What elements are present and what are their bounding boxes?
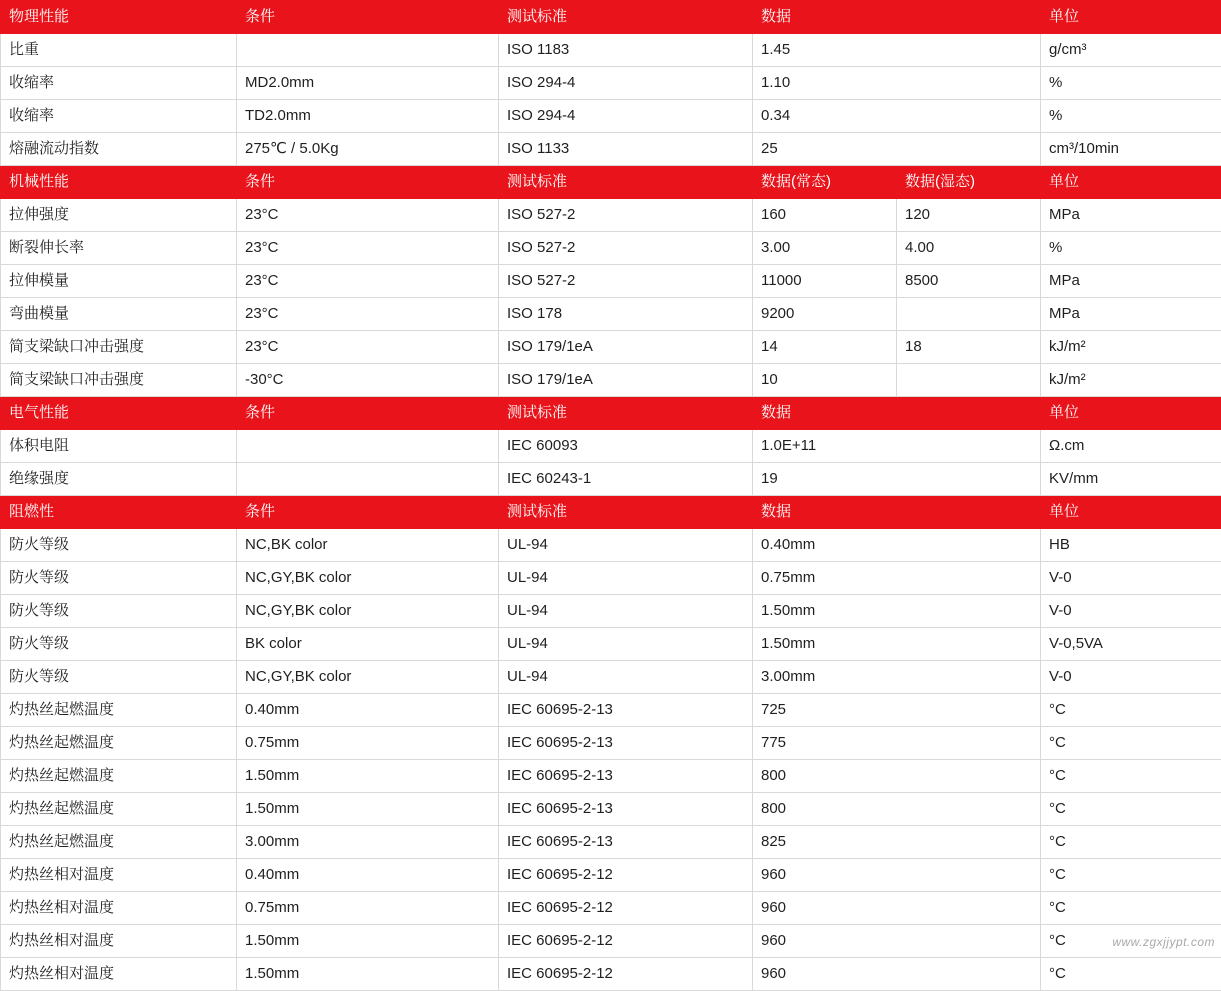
table-cell: 0.75mm bbox=[753, 562, 1041, 595]
table-cell: Ω.cm bbox=[1041, 430, 1221, 463]
table-cell: IEC 60695-2-13 bbox=[499, 760, 753, 793]
table-cell: 0.34 bbox=[753, 100, 1041, 133]
table-row bbox=[1, 265, 1221, 298]
table-row bbox=[1, 694, 1221, 727]
table-row bbox=[1, 298, 1221, 331]
table-cell: IEC 60243-1 bbox=[499, 463, 753, 496]
table-cell: IEC 60695-2-13 bbox=[499, 694, 753, 727]
section-header-cell: 电气性能 bbox=[1, 397, 237, 430]
table-cell: 725 bbox=[753, 694, 1041, 727]
section-header-cell: 单位 bbox=[1041, 166, 1221, 199]
table-cell: 1.0E+11 bbox=[753, 430, 1041, 463]
table-cell: NC,GY,BK color bbox=[237, 595, 499, 628]
section-header-cell: 单位 bbox=[1041, 1, 1221, 34]
table-row bbox=[1, 430, 1221, 463]
table-cell: 简支梁缺口冲击强度 bbox=[1, 364, 237, 397]
table-cell: 1.50mm bbox=[753, 595, 1041, 628]
table-cell: ISO 178 bbox=[499, 298, 753, 331]
table-cell: 275℃ / 5.0Kg bbox=[237, 133, 499, 166]
table-cell: MPa bbox=[1041, 265, 1221, 298]
table-cell: HB bbox=[1041, 529, 1221, 562]
table-cell: 120 bbox=[897, 199, 1041, 232]
table-cell: MPa bbox=[1041, 199, 1221, 232]
table-cell: UL-94 bbox=[499, 529, 753, 562]
table-cell: ISO 179/1eA bbox=[499, 331, 753, 364]
table-cell: 0.40mm bbox=[237, 694, 499, 727]
table-cell: °C bbox=[1041, 925, 1221, 958]
table-cell: 9200 bbox=[753, 298, 897, 331]
table-cell: 8500 bbox=[897, 265, 1041, 298]
section-header-cell: 测试标准 bbox=[499, 166, 753, 199]
table-cell: 简支梁缺口冲击强度 bbox=[1, 331, 237, 364]
table-row bbox=[1, 826, 1221, 859]
table-row bbox=[1, 892, 1221, 925]
table-cell: IEC 60695-2-13 bbox=[499, 727, 753, 760]
section-header-cell: 数据 bbox=[753, 496, 1041, 529]
table-cell: UL-94 bbox=[499, 661, 753, 694]
table-row bbox=[1, 727, 1221, 760]
table-cell: % bbox=[1041, 100, 1221, 133]
table-cell: BK color bbox=[237, 628, 499, 661]
table-cell: ISO 527-2 bbox=[499, 232, 753, 265]
table-cell: 防火等级 bbox=[1, 595, 237, 628]
watermark: www.zgxjjypt.com bbox=[1112, 935, 1215, 949]
section-header-cell: 数据 bbox=[753, 397, 1041, 430]
table-cell: MD2.0mm bbox=[237, 67, 499, 100]
table-cell: MPa bbox=[1041, 298, 1221, 331]
table-cell: 1.50mm bbox=[753, 628, 1041, 661]
table-row bbox=[1, 529, 1221, 562]
section-header-cell: 测试标准 bbox=[499, 496, 753, 529]
section-header-cell: 阻燃性 bbox=[1, 496, 237, 529]
table-cell: 11000 bbox=[753, 265, 897, 298]
table-cell: 23°C bbox=[237, 298, 499, 331]
table-cell: 拉伸强度 bbox=[1, 199, 237, 232]
section-header-cell: 条件 bbox=[237, 1, 499, 34]
table-cell: 14 bbox=[753, 331, 897, 364]
table-row bbox=[1, 232, 1221, 265]
table-cell: 960 bbox=[753, 925, 1041, 958]
table-cell: IEC 60695-2-12 bbox=[499, 859, 753, 892]
table-cell: -30°C bbox=[237, 364, 499, 397]
table-row bbox=[1, 331, 1221, 364]
section-header-row bbox=[1, 397, 1221, 430]
table-cell: 拉伸模量 bbox=[1, 265, 237, 298]
table-cell: 灼热丝相对温度 bbox=[1, 925, 237, 958]
table-cell: 弯曲模量 bbox=[1, 298, 237, 331]
section-header-cell: 单位 bbox=[1041, 496, 1221, 529]
table-cell: 800 bbox=[753, 760, 1041, 793]
table-cell: IEC 60695-2-12 bbox=[499, 892, 753, 925]
table-cell: 160 bbox=[753, 199, 897, 232]
table-cell: kJ/m² bbox=[1041, 364, 1221, 397]
table-cell: 灼热丝起燃温度 bbox=[1, 760, 237, 793]
table-body bbox=[1, 1, 1221, 991]
table-cell: 775 bbox=[753, 727, 1041, 760]
table-cell: 防火等级 bbox=[1, 661, 237, 694]
table-cell: ISO 527-2 bbox=[499, 199, 753, 232]
table-row bbox=[1, 793, 1221, 826]
table-cell: 1.50mm bbox=[237, 958, 499, 991]
section-header-cell: 条件 bbox=[237, 397, 499, 430]
section-header-cell: 条件 bbox=[237, 496, 499, 529]
table-cell: ISO 1183 bbox=[499, 34, 753, 67]
section-header-cell: 单位 bbox=[1041, 397, 1221, 430]
table-cell: °C bbox=[1041, 694, 1221, 727]
table-cell: UL-94 bbox=[499, 562, 753, 595]
table-row bbox=[1, 859, 1221, 892]
table-cell: % bbox=[1041, 67, 1221, 100]
table-row bbox=[1, 958, 1221, 991]
table-cell: 灼热丝起燃温度 bbox=[1, 727, 237, 760]
table-cell: 25 bbox=[753, 133, 1041, 166]
table-cell: °C bbox=[1041, 793, 1221, 826]
table-cell: 灼热丝相对温度 bbox=[1, 859, 237, 892]
table-cell: 0.75mm bbox=[237, 727, 499, 760]
table-cell: KV/mm bbox=[1041, 463, 1221, 496]
table-cell: 0.75mm bbox=[237, 892, 499, 925]
table-cell: 收缩率 bbox=[1, 100, 237, 133]
table-cell: V-0 bbox=[1041, 661, 1221, 694]
table-cell: ISO 294-4 bbox=[499, 100, 753, 133]
table-cell: IEC 60093 bbox=[499, 430, 753, 463]
table-cell: 23°C bbox=[237, 199, 499, 232]
section-header-cell: 数据(湿态) bbox=[897, 166, 1041, 199]
table-cell: 0.40mm bbox=[237, 859, 499, 892]
table-cell: 10 bbox=[753, 364, 897, 397]
table-cell: °C bbox=[1041, 760, 1221, 793]
section-header-cell: 数据 bbox=[753, 1, 1041, 34]
table-cell: UL-94 bbox=[499, 595, 753, 628]
table-row bbox=[1, 562, 1221, 595]
table-row bbox=[1, 34, 1221, 67]
table-cell: IEC 60695-2-12 bbox=[499, 925, 753, 958]
section-header-cell: 测试标准 bbox=[499, 397, 753, 430]
table-cell: 防火等级 bbox=[1, 628, 237, 661]
table-cell bbox=[237, 430, 499, 463]
table-cell: kJ/m² bbox=[1041, 331, 1221, 364]
section-header-row bbox=[1, 166, 1221, 199]
table-cell: 灼热丝相对温度 bbox=[1, 892, 237, 925]
table-row bbox=[1, 67, 1221, 100]
table-cell: IEC 60695-2-13 bbox=[499, 793, 753, 826]
table-cell: 4.00 bbox=[897, 232, 1041, 265]
table-cell: g/cm³ bbox=[1041, 34, 1221, 67]
table-cell: 3.00mm bbox=[237, 826, 499, 859]
table-cell: °C bbox=[1041, 958, 1221, 991]
table-cell: 防火等级 bbox=[1, 529, 237, 562]
table-cell: 800 bbox=[753, 793, 1041, 826]
table-cell: 3.00mm bbox=[753, 661, 1041, 694]
table-row bbox=[1, 133, 1221, 166]
table-cell: 1.45 bbox=[753, 34, 1041, 67]
table-row bbox=[1, 760, 1221, 793]
table-cell: 960 bbox=[753, 958, 1041, 991]
table-cell: 1.50mm bbox=[237, 793, 499, 826]
table-cell: 825 bbox=[753, 826, 1041, 859]
table-cell: °C bbox=[1041, 826, 1221, 859]
section-header-cell: 测试标准 bbox=[499, 1, 753, 34]
table-cell: NC,BK color bbox=[237, 529, 499, 562]
table-cell: 熔融流动指数 bbox=[1, 133, 237, 166]
table-cell: V-0 bbox=[1041, 595, 1221, 628]
table-row bbox=[1, 661, 1221, 694]
section-header-row bbox=[1, 496, 1221, 529]
table-cell bbox=[897, 364, 1041, 397]
table-cell: ISO 1133 bbox=[499, 133, 753, 166]
table-cell: 防火等级 bbox=[1, 562, 237, 595]
section-header-cell: 物理性能 bbox=[1, 1, 237, 34]
table-cell: cm³/10min bbox=[1041, 133, 1221, 166]
table-cell: 3.00 bbox=[753, 232, 897, 265]
table-cell: 23°C bbox=[237, 265, 499, 298]
table-row bbox=[1, 199, 1221, 232]
table-cell bbox=[237, 463, 499, 496]
table-cell: TD2.0mm bbox=[237, 100, 499, 133]
section-header-cell: 机械性能 bbox=[1, 166, 237, 199]
table-cell: 收缩率 bbox=[1, 67, 237, 100]
table-cell: 960 bbox=[753, 859, 1041, 892]
table-cell: 比重 bbox=[1, 34, 237, 67]
table-cell bbox=[897, 298, 1041, 331]
table-cell: 灼热丝起燃温度 bbox=[1, 694, 237, 727]
table-cell: 23°C bbox=[237, 232, 499, 265]
table-cell: IEC 60695-2-12 bbox=[499, 958, 753, 991]
table-cell: 断裂伸长率 bbox=[1, 232, 237, 265]
table-cell: °C bbox=[1041, 892, 1221, 925]
table-cell: NC,GY,BK color bbox=[237, 661, 499, 694]
table-cell: UL-94 bbox=[499, 628, 753, 661]
table-cell: 1.50mm bbox=[237, 925, 499, 958]
table-cell: 灼热丝起燃温度 bbox=[1, 826, 237, 859]
table-cell: °C bbox=[1041, 727, 1221, 760]
table-cell: °C bbox=[1041, 859, 1221, 892]
table-cell: 23°C bbox=[237, 331, 499, 364]
table-cell: ISO 179/1eA bbox=[499, 364, 753, 397]
table-row bbox=[1, 595, 1221, 628]
table-row bbox=[1, 100, 1221, 133]
table-cell: 1.10 bbox=[753, 67, 1041, 100]
table-cell: 体积电阻 bbox=[1, 430, 237, 463]
table-cell: 绝缘强度 bbox=[1, 463, 237, 496]
table-cell: 19 bbox=[753, 463, 1041, 496]
table-cell: V-0 bbox=[1041, 562, 1221, 595]
table-cell: 18 bbox=[897, 331, 1041, 364]
table-cell: IEC 60695-2-13 bbox=[499, 826, 753, 859]
table-cell: 1.50mm bbox=[237, 760, 499, 793]
table-row bbox=[1, 463, 1221, 496]
table-cell: % bbox=[1041, 232, 1221, 265]
table-row bbox=[1, 628, 1221, 661]
table-cell: 灼热丝相对温度 bbox=[1, 958, 237, 991]
table-cell: ISO 294-4 bbox=[499, 67, 753, 100]
table-cell: 960 bbox=[753, 892, 1041, 925]
table-cell bbox=[237, 34, 499, 67]
table-row bbox=[1, 364, 1221, 397]
table-cell: 0.40mm bbox=[753, 529, 1041, 562]
section-header-row bbox=[1, 1, 1221, 34]
section-header-cell: 条件 bbox=[237, 166, 499, 199]
section-header-cell: 数据(常态) bbox=[753, 166, 897, 199]
table-cell: V-0,5VA bbox=[1041, 628, 1221, 661]
table-cell: 灼热丝起燃温度 bbox=[1, 793, 237, 826]
table-cell: ISO 527-2 bbox=[499, 265, 753, 298]
table-cell: NC,GY,BK color bbox=[237, 562, 499, 595]
